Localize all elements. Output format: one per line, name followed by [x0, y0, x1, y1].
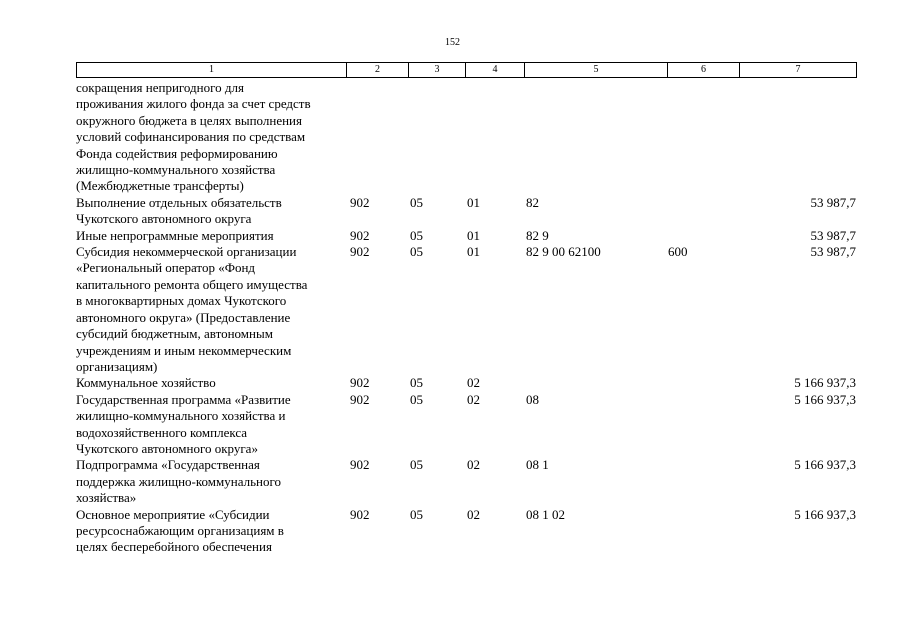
header-col-3: 3 — [409, 63, 466, 78]
page-number: 152 — [445, 37, 460, 48]
row-admin-code: 902 — [350, 244, 370, 260]
row-name: Субсидия некоммерческой организации «Региональный оператор «Фонд капитального ремонта общего имущества в многоквартирных домах Чукотского автономного округа» (Предоставление субсидий бюджетным, автономным учреждениям и иным некоммерческим организациям) — [76, 244, 308, 374]
row-name: Выполнение отдельных обязательств Чукотского автономного округа — [76, 194, 282, 227]
row-section-code: 05 — [410, 391, 423, 407]
row-admin-code: 902 — [350, 227, 370, 243]
row-section-code: 05 — [410, 194, 423, 210]
table-row — [76, 228, 856, 244]
row-subsection-code: 01 — [467, 244, 480, 260]
row-expense-type: 600 — [668, 244, 688, 260]
row-name: Государственная программа «Развитие жилищно-коммунального хозяйства и водохозяйственного комплекса Чукотского автономного округа» — [76, 391, 291, 456]
row-target-article: 08 1 — [526, 457, 549, 473]
header-col-7: 7 — [740, 63, 857, 78]
row-target-article: 82 — [526, 194, 539, 210]
row-admin-code: 902 — [350, 506, 370, 522]
row-name: Подпрограмма «Государственная поддержка жилищно-коммунального хозяйства» — [76, 457, 281, 506]
row-section-code: 05 — [410, 244, 423, 260]
table-row — [76, 392, 856, 458]
row-target-article: 82 9 00 62100 — [526, 244, 601, 260]
row-admin-code: 902 — [350, 391, 370, 407]
table-row — [76, 457, 856, 506]
row-section-code: 05 — [410, 375, 423, 391]
header-col-2: 2 — [347, 63, 409, 78]
table-row — [76, 244, 856, 375]
row-amount: 5 166 937,3 — [794, 391, 856, 407]
row-subsection-code: 01 — [467, 194, 480, 210]
row-amount: 53 987,7 — [810, 194, 856, 210]
row-section-code: 05 — [410, 506, 423, 522]
row-amount: 53 987,7 — [810, 227, 856, 243]
row-subsection-code: 02 — [467, 391, 480, 407]
row-amount: 5 166 937,3 — [794, 457, 856, 473]
row-subsection-code: 02 — [467, 506, 480, 522]
table-row — [76, 80, 856, 195]
row-admin-code: 902 — [350, 194, 370, 210]
row-section-code: 05 — [410, 457, 423, 473]
row-admin-code: 902 — [350, 375, 370, 391]
row-target-article: 08 1 02 — [526, 506, 565, 522]
row-subsection-code: 02 — [467, 457, 480, 473]
row-amount: 53 987,7 — [810, 244, 856, 260]
row-name: Коммунальное хозяйство — [76, 375, 216, 391]
header-col-4: 4 — [466, 63, 525, 78]
row-section-code: 05 — [410, 227, 423, 243]
table-row — [76, 195, 856, 228]
header-col-5: 5 — [525, 63, 668, 78]
header-col-1: 1 — [77, 63, 347, 78]
table-row — [76, 507, 856, 556]
column-number-header — [76, 62, 857, 78]
row-name: Иные непрограммные мероприятия — [76, 227, 274, 243]
row-name: сокращения непригодного для проживания жилого фонда за счет средств окружного бюджета в целях выполнения условий софинансирования по средствам Фонда содействия реформированию жилищно-коммунального хозяйства (Межбюджетные трансферты) — [76, 80, 311, 194]
row-amount: 5 166 937,3 — [794, 375, 856, 391]
row-subsection-code: 01 — [467, 227, 480, 243]
row-target-article: 82 9 — [526, 227, 549, 243]
row-target-article: 08 — [526, 391, 539, 407]
budget-table-body — [76, 80, 856, 556]
row-name: Основное мероприятие «Субсидии ресурсоснабжающим организациям в целях бесперебойного обеспечения — [76, 506, 284, 555]
row-subsection-code: 02 — [467, 375, 480, 391]
row-admin-code: 902 — [350, 457, 370, 473]
table-row — [76, 375, 856, 391]
header-col-6: 6 — [668, 63, 740, 78]
row-amount: 5 166 937,3 — [794, 506, 856, 522]
